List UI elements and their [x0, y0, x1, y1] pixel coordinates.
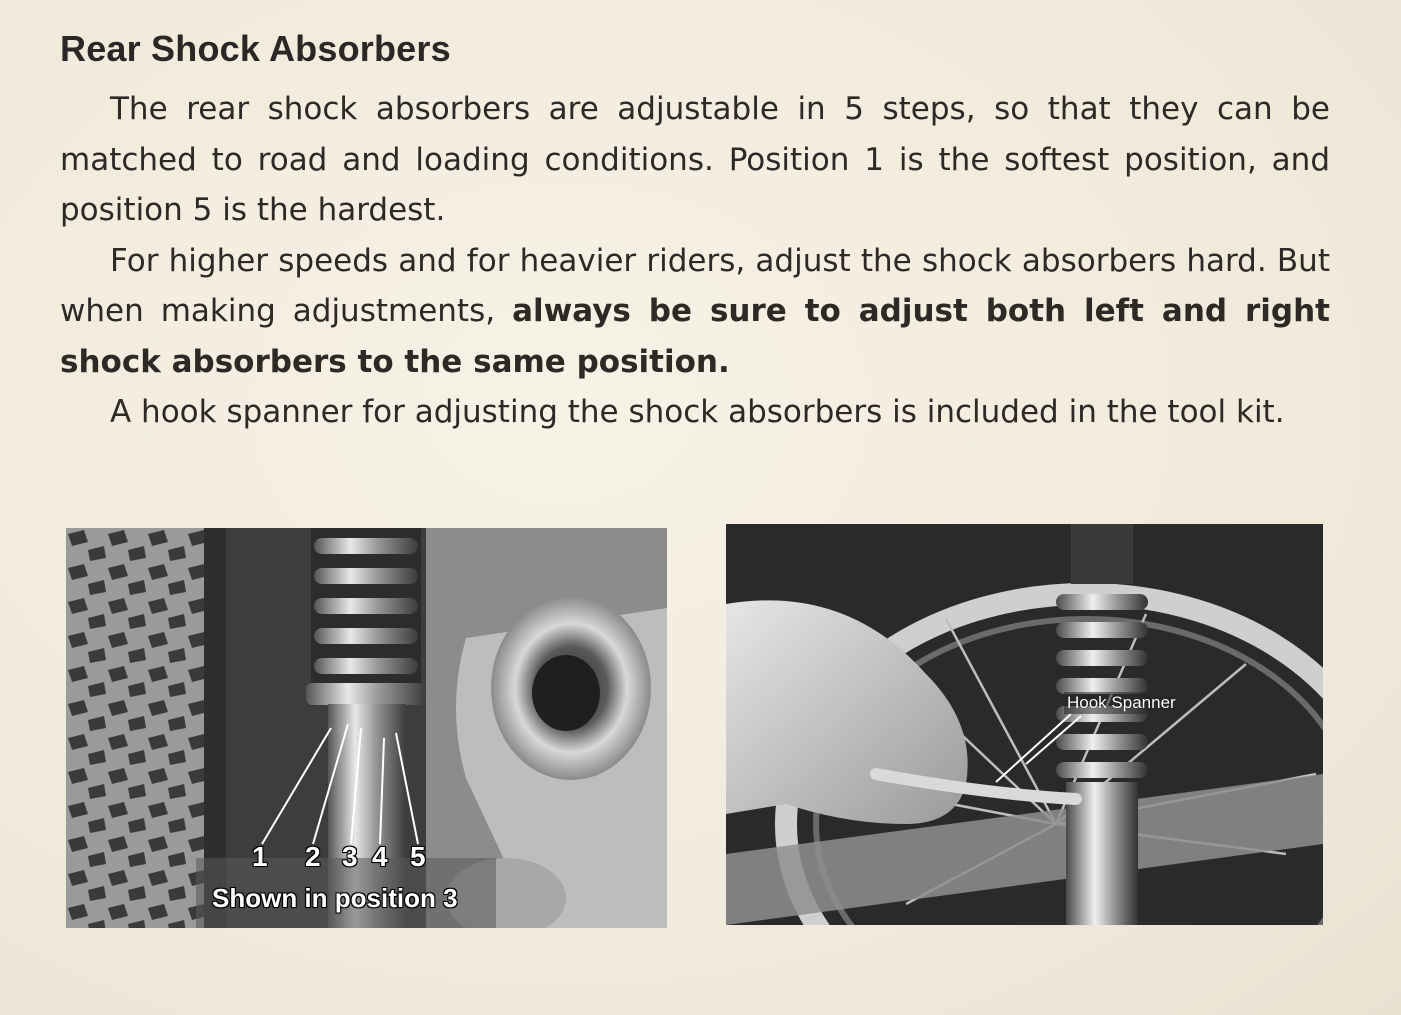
shock-spring: [306, 528, 426, 705]
warning-same-position: always be sure to adjust both left and right shock absorbers to the same position.: [60, 293, 1330, 380]
position-label-2: 2: [305, 841, 321, 872]
shock-adjuster-illustration: [66, 528, 667, 928]
paragraph-adjustable-steps: The rear shock absorbers are adjustable in 5 steps, so that they can be matched to road and loading conditions. Position 1 is the softest position, and position 5 is the hardest.: [60, 91, 1330, 228]
body-text: [60, 84, 1330, 438]
position-label-1: 1: [252, 841, 268, 872]
figure-caption: Shown in position 3: [212, 883, 458, 913]
position-label-5: 5: [410, 841, 426, 872]
hook-spanner-illustration: [726, 524, 1323, 925]
position-label-4: 4: [372, 841, 388, 872]
hook-spanner-label: Hook Spanner: [1064, 692, 1179, 714]
section-heading: Rear Shock Absorbers: [60, 28, 451, 69]
paragraph-speed-riders-text: For higher speeds and for heavier riders, adjust the shock absorbers hard. But when making adjustments,: [60, 242, 1330, 329]
position-label-3: 3: [342, 841, 358, 872]
paragraph-hook-spanner: A hook spanner for adjusting the shock absorbers is included in the tool kit.: [110, 394, 1285, 430]
hook-spanner-photo: [726, 524, 1323, 925]
paragraph-speed-riders: [60, 236, 1330, 388]
shock-adjuster-photo: [66, 528, 667, 928]
